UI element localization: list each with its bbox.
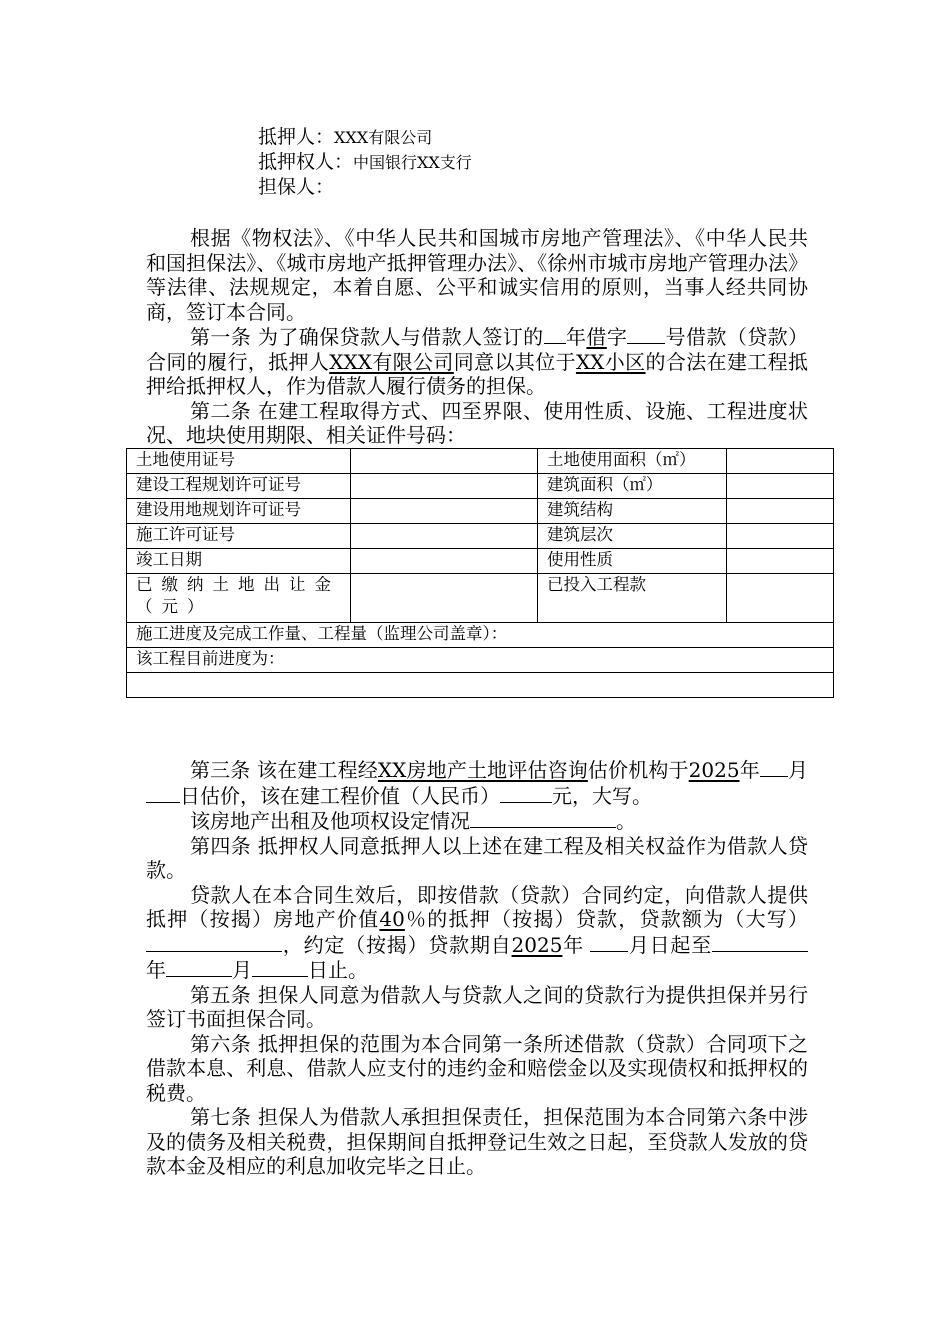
table-label: 竣工日期 bbox=[127, 549, 351, 574]
guarantor-label: 担保人： bbox=[258, 176, 335, 198]
contract-word-prefix: 借 bbox=[586, 325, 607, 349]
project-info-table bbox=[126, 448, 834, 698]
article-4: 第四条 抵押权人同意抵押人以上述在建工程及相关权益作为借款人贷款。 bbox=[146, 833, 808, 882]
table-row bbox=[127, 574, 834, 623]
table-value-cell bbox=[351, 524, 538, 549]
table-value-cell bbox=[727, 474, 834, 499]
appraiser-name: XX房地产土地评估咨询 bbox=[377, 758, 588, 782]
lease-paragraph: 该房地产出租及他项权设定情况 。 bbox=[190, 809, 636, 833]
mortgagee-value: 中国银行XX支行 bbox=[353, 153, 472, 172]
mortgagor-line bbox=[258, 125, 432, 150]
table-value-cell bbox=[727, 449, 834, 474]
table-value-cell bbox=[727, 524, 834, 549]
invested-amount-label: 已投入工程款 bbox=[538, 574, 727, 623]
table-label: 使用性质 bbox=[538, 549, 727, 574]
table-value-cell bbox=[351, 449, 538, 474]
table-row bbox=[127, 449, 834, 474]
table-label: 建设工程规划许可证号 bbox=[127, 474, 351, 499]
table-row bbox=[127, 648, 834, 673]
contract-body-upper bbox=[146, 226, 808, 448]
table-value-cell bbox=[727, 549, 834, 574]
table-value-cell bbox=[351, 574, 538, 623]
mortgagor-company: XXX有限公司 bbox=[329, 349, 454, 374]
progress-label: 施工进度及完成工作量、工程量（监理公司盖章）： bbox=[127, 623, 834, 648]
property-location: XX小区 bbox=[575, 349, 646, 374]
table-row bbox=[127, 549, 834, 574]
article-3: 第三条 该在建工程经XX房地产土地评估咨询估价机构于2025年 月日估价，该在建工程价值（人民币） 元，大写。 bbox=[146, 757, 808, 808]
mortgagee-line bbox=[258, 150, 472, 175]
table-row bbox=[127, 499, 834, 524]
table-value-cell bbox=[351, 474, 538, 499]
empty-table-cell bbox=[127, 673, 834, 698]
guarantor-line bbox=[258, 175, 334, 199]
table-row bbox=[127, 474, 834, 499]
table-row bbox=[127, 623, 834, 648]
contract-body-lower bbox=[146, 757, 808, 1179]
table-label: 建筑结构 bbox=[538, 499, 727, 524]
article-2: 第二条 在建工程取得方式、四至界限、使用性质、设施、工程进度状况、地块使用期限、相关证件号码： bbox=[146, 398, 808, 447]
table-label: 建设用地规划许可证号 bbox=[127, 499, 351, 524]
loan-paragraph: 贷款人在本合同生效后，即按借款（贷款）合同约定，向借款人提供抵押（按揭）房地产价值40％的抵押（按揭）贷款，贷款额为（大写），约定（按揭）贷款期自2025年 月日起至年 月 日止。 bbox=[146, 882, 809, 982]
table-row bbox=[127, 673, 834, 698]
article-5: 第五条 担保人同意为借款人与贷款人之间的贷款行为提供担保并另行签订书面担保合同。 bbox=[146, 982, 808, 1031]
table-label: 建筑面积（㎡） bbox=[538, 474, 727, 499]
table-value-cell bbox=[727, 574, 834, 623]
table-label: 土地使用面积（㎡） bbox=[538, 449, 727, 474]
mortgagor-label: 抵押人： bbox=[258, 126, 335, 148]
article-6: 第六条 抵押担保的范围为本合同第一条所述借款（贷款）合同项下之借款本息、利息、借款人应支付的违约金和赔偿金以及实现债权和抵押权的税费。 bbox=[146, 1031, 808, 1105]
loan-percent: 40 bbox=[379, 907, 405, 931]
mortgagor-value: XXX有限公司 bbox=[334, 128, 433, 147]
article-7: 第七条 担保人为借款人承担担保责任，担保范围为本合同第六条中涉及的债务及相关税费，担保期间自抵押登记生效之日起，至贷款人发放的贷款本金及相应的利息加收完毕之日止。 bbox=[146, 1105, 808, 1178]
table-label: 施工许可证号 bbox=[127, 524, 351, 549]
table-label: 建筑层次 bbox=[538, 524, 727, 549]
mortgagee-label: 抵押权人： bbox=[258, 151, 354, 173]
table-value-cell bbox=[727, 499, 834, 524]
table-value-cell bbox=[351, 499, 538, 524]
appraisal-year: 2025 bbox=[688, 758, 740, 782]
table-value-cell bbox=[351, 549, 538, 574]
current-progress-label: 该工程目前进度为： bbox=[127, 648, 834, 673]
loan-start-year: 2025 bbox=[511, 932, 563, 957]
intro-paragraph: 根据《物权法》、《中华人民共和国城市房地产管理法》、《中华人民共和国担保法》、《城市房地产抵押管理办法》、《徐州市城市房地产管理办法》等法律、法规规定，本着自愿、公平和诚实信用的原则，当事人经共同协商，签订本合同。 bbox=[146, 226, 808, 324]
table-label: 土地使用证号 bbox=[127, 449, 351, 474]
paid-land-fee-label: 已缴纳土地出让金（元） bbox=[127, 574, 351, 623]
article-1: 第一条 为了确保贷款人与借款人签订的 年借字 号借款（贷款）合同的履行，抵押人XXX有限公司同意以其位于XX小区的合法在建工程抵押给抵押权人，作为借款人履行债务的担保。 bbox=[146, 325, 809, 398]
table-row bbox=[127, 524, 834, 549]
